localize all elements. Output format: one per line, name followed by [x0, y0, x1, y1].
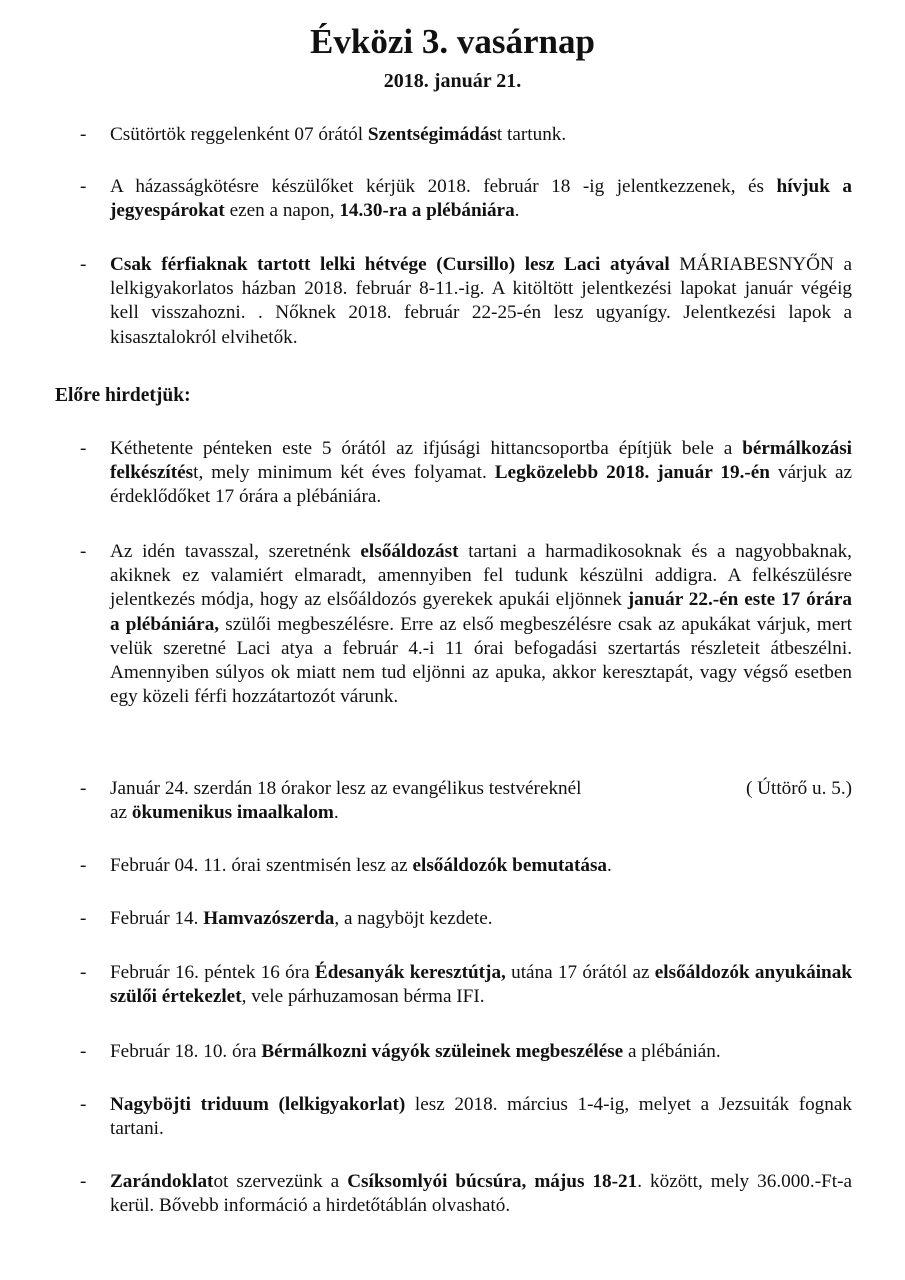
- item-text: [110, 540, 852, 709]
- list-item: [80, 540, 852, 709]
- text-segment: .: [514, 200, 520, 222]
- item-text: [110, 961, 852, 1009]
- bold-text: Nagyböjti triduum (lelkigyakorlat): [110, 1094, 406, 1115]
- list-item: [80, 1093, 852, 1141]
- text-segment: , vele párhuzamosan bérma IFI.: [241, 986, 485, 1008]
- item-text: [110, 854, 852, 878]
- bullet-dash: -: [80, 541, 87, 562]
- item-text: [110, 175, 852, 223]
- bold-text: Csak férfiaknak tartott lelki hétvége (Cursillo) lesz Laci atyával: [110, 254, 670, 275]
- bold-text: ökumenikus imaalkalom: [131, 802, 334, 824]
- bold-text: elsőáldozást: [360, 541, 459, 562]
- bold-text: Szentségimádás: [367, 124, 497, 145]
- text-segment: t tartunk.: [496, 124, 567, 145]
- text-segment: Február 18. 10. óra: [110, 1041, 262, 1062]
- item-line-2: [110, 802, 339, 823]
- text-segment: Február 14.: [110, 908, 204, 929]
- bold-text: Legközelebb 2018. január 19.-én: [494, 462, 770, 484]
- list-item: [80, 961, 852, 1009]
- bold-text: Édesanyák keresztútja,: [314, 962, 506, 983]
- bold-text: elsőáldozók bemutatása: [412, 855, 608, 876]
- list-item: [80, 123, 852, 147]
- list-item: [80, 175, 852, 223]
- text-segment: a plébánián.: [623, 1041, 721, 1062]
- item-text: [110, 1093, 852, 1141]
- list-item: [80, 854, 852, 878]
- item-text: [110, 253, 852, 350]
- text-segment: Kéthetente pénteken este 5 órától az ifjúsági hittancsoportba építjük bele a: [110, 438, 743, 459]
- bullet-dash: -: [80, 254, 87, 275]
- item-text: [110, 437, 852, 510]
- text-segment: , a nagyböjt kezdete.: [334, 908, 493, 929]
- text-segment: várjuk az érdeklődőket 17 órára a plébániára.: [110, 462, 852, 508]
- bold-text: Csíksomlyói búcsúra, május 18-21: [347, 1171, 638, 1192]
- bold-text: 14.30-ra a plébániára: [339, 200, 515, 222]
- item-text: [110, 777, 852, 825]
- text-segment: Csütörtök reggelenként 07 órától: [110, 124, 368, 145]
- item-text: [110, 907, 852, 931]
- text-segment: MÁRIABESNYŐN a lelkigyakorlatos házban 2018. február 8-11.-ig. A kitöltött jelentkezési lapokat január végéig kell visszahozni. . Nőknek 2018. február 22-25-én lesz ugyanígy. Jelentkezési lapok a kisasztalokról elvihetők.: [110, 254, 852, 348]
- bullet-dash: -: [80, 908, 87, 929]
- bullet-dash: -: [80, 124, 87, 145]
- text-segment: .: [607, 855, 612, 876]
- list-item: [80, 907, 852, 931]
- bullet-dash: -: [80, 962, 87, 983]
- text-segment: t, mely minimum két éves folyamat.: [193, 462, 495, 484]
- text-segment: ezen a napon,: [224, 200, 340, 222]
- bullet-dash: -: [80, 855, 87, 876]
- text-segment: . között, mely 36.000.-Ft-a kerül. Bővebb információ a hirdetőtáblán olvasható.: [110, 1171, 852, 1217]
- text-segment: utána 17 órától az: [505, 962, 655, 983]
- bold-text: Hamvazószerda: [203, 908, 335, 929]
- address-note: ( Úttörő u. 5.): [745, 778, 852, 799]
- text-segment: lesz 2018. március 1-4-ig, melyet a Jezsuiták fognak tartani.: [110, 1094, 852, 1140]
- list-item: [80, 777, 852, 825]
- text-segment: Január 24. szerdán 18 órakor lesz az evangélikus testvéreknél: [110, 778, 582, 799]
- text-segment: szülői megbeszélésre. Erre az első megbeszélésre csak az apukákat várjuk, mert velük szeretné Laci atya a február 4.-i 11 órai befogadási szertartás részleteit átbeszélni. Amennyiben súlyos ok miatt nem tud eljönni az apuka, akkor keresztapát, vagy végső esetben egy közeli férfi hozzátartozót várunk.: [110, 613, 852, 708]
- item-text: [110, 123, 852, 147]
- text-segment: A házasságkötésre készülőket kérjük 2018. február 18 -ig jelentkezzenek, és: [110, 176, 777, 197]
- item-text: [110, 1040, 852, 1064]
- bold-text: bérmálkozási felkészítés: [110, 438, 852, 484]
- section-heading: Előre hirdetjük:: [55, 385, 191, 406]
- list-item: [80, 437, 852, 510]
- bullet-dash: -: [80, 1041, 87, 1062]
- list-item: [80, 1040, 852, 1064]
- item-text: [110, 1170, 852, 1218]
- page-title: Évközi 3. vasárnap: [310, 22, 595, 61]
- text-segment: Február 04. 11. órai szentmisén lesz az: [110, 855, 413, 876]
- bullet-dash: -: [80, 778, 87, 799]
- bold-text: január 22.-én este 17 órára a plébániára,: [110, 589, 852, 635]
- bold-text: Zarándoklat: [110, 1171, 214, 1192]
- bold-text: Bérmálkozni vágyók szüleinek megbeszélése: [261, 1041, 624, 1062]
- bold-text: elsőáldozók anyukáinak szülői értekezlet: [110, 962, 852, 1008]
- bullet-dash: -: [80, 176, 87, 197]
- bullet-dash: -: [80, 1171, 87, 1192]
- bullet-dash: -: [80, 438, 87, 459]
- text-segment: az: [110, 802, 132, 824]
- bold-text: hívjuk a jegyespárokat: [110, 176, 852, 222]
- text-segment: tartani a harmadikosoknak és a nagyobbaknak, akiknek ez valamiért elmaradt, amennyiben fel tudunk készülni addigra. A felkészülésre jelentkezés módja, hogy az elsőáldozós gyerekek apukái eljönnek: [110, 541, 852, 611]
- text-segment: Az idén tavasszal, szeretnénk: [110, 541, 361, 562]
- list-item: [80, 253, 852, 350]
- page-date: 2018. január 21.: [383, 70, 522, 92]
- text-segment: Február 16. péntek 16 óra: [110, 962, 315, 983]
- text-segment: ot szervezünk a: [213, 1171, 348, 1192]
- item-line-1: [110, 778, 582, 799]
- list-item: [80, 1170, 852, 1218]
- text-segment: .: [333, 802, 339, 824]
- bullet-dash: -: [80, 1094, 87, 1115]
